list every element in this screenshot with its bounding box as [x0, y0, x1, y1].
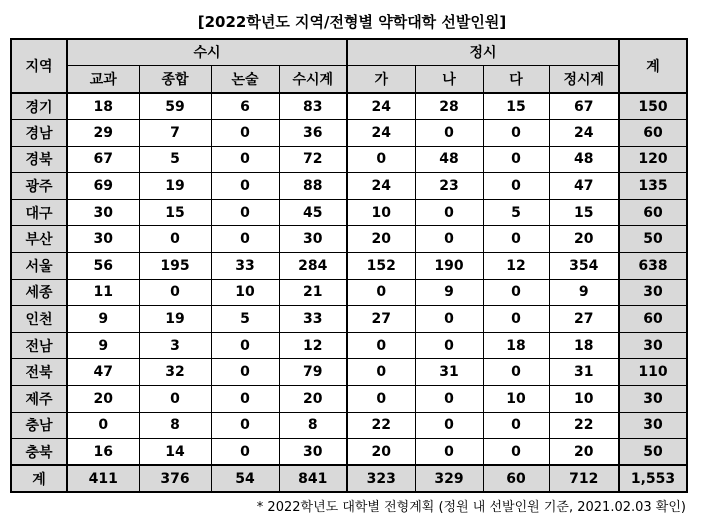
cell-jonghap: 376 [139, 465, 211, 492]
cell-nonsul: 10 [211, 279, 279, 306]
cell-na: 0 [415, 332, 483, 359]
region-cell: 경남 [11, 120, 67, 147]
cell-jeongsi-subtotal: 22 [549, 412, 619, 439]
cell-gyogwa: 18 [67, 93, 139, 120]
cell-gyogwa: 16 [67, 439, 139, 466]
cell-da: 12 [483, 253, 549, 280]
cell-nonsul: 6 [211, 93, 279, 120]
cell-nonsul: 0 [211, 199, 279, 226]
cell-da: 15 [483, 93, 549, 120]
cell-da: 0 [483, 412, 549, 439]
cell-ga: 20 [347, 439, 415, 466]
cell-jonghap: 0 [139, 279, 211, 306]
cell-na: 28 [415, 93, 483, 120]
cell-da: 5 [483, 199, 549, 226]
cell-total: 30 [619, 386, 687, 413]
cell-na: 23 [415, 173, 483, 200]
cell-total: 30 [619, 279, 687, 306]
table-row [11, 412, 687, 439]
table-total-row [11, 465, 687, 492]
region-cell: 대구 [11, 199, 67, 226]
cell-total: 135 [619, 173, 687, 200]
region-cell: 광주 [11, 173, 67, 200]
region-cell: 전남 [11, 332, 67, 359]
cell-jeongsi-subtotal: 48 [549, 146, 619, 173]
cell-susi-subtotal: 12 [279, 332, 347, 359]
table-row [11, 253, 687, 280]
header-susi-jonghap: 종합 [139, 65, 211, 93]
cell-susi-subtotal: 36 [279, 120, 347, 147]
header-susi-subtotal: 수시계 [279, 65, 347, 93]
cell-gyogwa: 29 [67, 120, 139, 147]
cell-ga: 27 [347, 306, 415, 333]
cell-na: 9 [415, 279, 483, 306]
table-row [11, 386, 687, 413]
region-cell: 충북 [11, 439, 67, 466]
cell-total: 60 [619, 120, 687, 147]
cell-na: 48 [415, 146, 483, 173]
cell-gyogwa: 30 [67, 226, 139, 253]
cell-jeongsi-subtotal: 31 [549, 359, 619, 386]
cell-ga: 0 [347, 332, 415, 359]
region-cell: 제주 [11, 386, 67, 413]
cell-susi-subtotal: 30 [279, 226, 347, 253]
cell-na: 329 [415, 465, 483, 492]
cell-da: 10 [483, 386, 549, 413]
cell-total: 30 [619, 412, 687, 439]
cell-susi-subtotal: 79 [279, 359, 347, 386]
cell-da: 18 [483, 332, 549, 359]
cell-jeongsi-subtotal: 354 [549, 253, 619, 280]
header-jeongsi-na: 나 [415, 65, 483, 93]
cell-jeongsi-subtotal: 18 [549, 332, 619, 359]
cell-na: 0 [415, 199, 483, 226]
cell-jonghap: 8 [139, 412, 211, 439]
region-cell: 세종 [11, 279, 67, 306]
cell-gyogwa: 9 [67, 306, 139, 333]
cell-susi-subtotal: 30 [279, 439, 347, 466]
region-cell: 서울 [11, 253, 67, 280]
cell-ga: 10 [347, 199, 415, 226]
cell-gyogwa: 30 [67, 199, 139, 226]
region-cell: 경기 [11, 93, 67, 120]
cell-jonghap: 5 [139, 146, 211, 173]
cell-nonsul: 5 [211, 306, 279, 333]
table-row [11, 306, 687, 333]
region-cell: 경북 [11, 146, 67, 173]
cell-jeongsi-subtotal: 24 [549, 120, 619, 147]
cell-nonsul: 0 [211, 146, 279, 173]
cell-jonghap: 59 [139, 93, 211, 120]
cell-na: 0 [415, 386, 483, 413]
cell-na: 0 [415, 439, 483, 466]
header-jeongsi-da: 다 [483, 65, 549, 93]
cell-ga: 323 [347, 465, 415, 492]
cell-jeongsi-subtotal: 10 [549, 386, 619, 413]
cell-total: 50 [619, 226, 687, 253]
cell-jeongsi-subtotal: 20 [549, 226, 619, 253]
cell-gyogwa: 69 [67, 173, 139, 200]
cell-jeongsi-subtotal: 712 [549, 465, 619, 492]
cell-gyogwa: 411 [67, 465, 139, 492]
header-row-groups [11, 39, 687, 65]
cell-nonsul: 0 [211, 226, 279, 253]
cell-jonghap: 19 [139, 173, 211, 200]
table-row [11, 226, 687, 253]
cell-susi-subtotal: 8 [279, 412, 347, 439]
cell-da: 0 [483, 146, 549, 173]
table-body [11, 93, 687, 492]
cell-susi-subtotal: 88 [279, 173, 347, 200]
cell-na: 190 [415, 253, 483, 280]
cell-na: 0 [415, 412, 483, 439]
header-total: 계 [619, 39, 687, 93]
cell-ga: 22 [347, 412, 415, 439]
cell-jonghap: 32 [139, 359, 211, 386]
cell-gyogwa: 47 [67, 359, 139, 386]
cell-total: 150 [619, 93, 687, 120]
cell-jonghap: 0 [139, 226, 211, 253]
header-susi: 수시 [67, 39, 347, 65]
table-row [11, 173, 687, 200]
cell-jonghap: 7 [139, 120, 211, 147]
cell-da: 0 [483, 226, 549, 253]
cell-ga: 152 [347, 253, 415, 280]
cell-ga: 24 [347, 120, 415, 147]
header-susi-gyogwa: 교과 [67, 65, 139, 93]
cell-total: 60 [619, 199, 687, 226]
table-row [11, 332, 687, 359]
cell-total: 50 [619, 439, 687, 466]
cell-jonghap: 15 [139, 199, 211, 226]
cell-total: 120 [619, 146, 687, 173]
header-jeongsi: 정시 [347, 39, 619, 65]
cell-gyogwa: 56 [67, 253, 139, 280]
cell-jeongsi-subtotal: 15 [549, 199, 619, 226]
region-cell: 전북 [11, 359, 67, 386]
region-cell: 충남 [11, 412, 67, 439]
cell-da: 0 [483, 359, 549, 386]
header-region: 지역 [11, 39, 67, 93]
cell-susi-subtotal: 45 [279, 199, 347, 226]
cell-susi-subtotal: 83 [279, 93, 347, 120]
table-row [11, 359, 687, 386]
cell-total: 60 [619, 306, 687, 333]
cell-da: 0 [483, 173, 549, 200]
cell-jeongsi-subtotal: 20 [549, 439, 619, 466]
table-row [11, 199, 687, 226]
cell-susi-subtotal: 33 [279, 306, 347, 333]
cell-total: 110 [619, 359, 687, 386]
cell-ga: 0 [347, 386, 415, 413]
cell-nonsul: 0 [211, 359, 279, 386]
table-row [11, 146, 687, 173]
page-title: [2022학년도 지역/전형별 약학대학 선발인원] [197, 13, 507, 31]
cell-total: 638 [619, 253, 687, 280]
cell-susi-subtotal: 841 [279, 465, 347, 492]
cell-nonsul: 0 [211, 173, 279, 200]
cell-nonsul: 0 [211, 412, 279, 439]
cell-gyogwa: 20 [67, 386, 139, 413]
header-susi-nonsul: 논술 [211, 65, 279, 93]
cell-na: 31 [415, 359, 483, 386]
total-row-label: 계 [11, 465, 67, 492]
table-row [11, 120, 687, 147]
cell-jonghap: 195 [139, 253, 211, 280]
table-row [11, 279, 687, 306]
region-cell: 부산 [11, 226, 67, 253]
cell-da: 60 [483, 465, 549, 492]
cell-susi-subtotal: 21 [279, 279, 347, 306]
cell-total: 30 [619, 332, 687, 359]
region-cell: 인천 [11, 306, 67, 333]
cell-na: 0 [415, 120, 483, 147]
cell-gyogwa: 0 [67, 412, 139, 439]
cell-ga: 0 [347, 146, 415, 173]
cell-ga: 0 [347, 279, 415, 306]
table-header [11, 39, 687, 93]
cell-ga: 24 [347, 173, 415, 200]
cell-total: 1,553 [619, 465, 687, 492]
table-row [11, 93, 687, 120]
cell-ga: 20 [347, 226, 415, 253]
cell-jeongsi-subtotal: 9 [549, 279, 619, 306]
cell-da: 0 [483, 279, 549, 306]
cell-susi-subtotal: 20 [279, 386, 347, 413]
footnote: * 2022학년도 대학별 전형계획 (정원 내 선발인원 기준, 2021.02.03 확인) [256, 500, 686, 515]
cell-jeongsi-subtotal: 27 [549, 306, 619, 333]
cell-jeongsi-subtotal: 47 [549, 173, 619, 200]
cell-ga: 24 [347, 93, 415, 120]
cell-jonghap: 0 [139, 386, 211, 413]
cell-da: 0 [483, 306, 549, 333]
cell-susi-subtotal: 72 [279, 146, 347, 173]
cell-jeongsi-subtotal: 67 [549, 93, 619, 120]
cell-da: 0 [483, 439, 549, 466]
table-row [11, 439, 687, 466]
cell-nonsul: 0 [211, 332, 279, 359]
cell-jonghap: 14 [139, 439, 211, 466]
header-jeongsi-subtotal: 정시계 [549, 65, 619, 93]
admissions-table [10, 38, 688, 493]
header-jeongsi-ga: 가 [347, 65, 415, 93]
cell-nonsul: 0 [211, 120, 279, 147]
cell-jonghap: 19 [139, 306, 211, 333]
cell-gyogwa: 11 [67, 279, 139, 306]
cell-ga: 0 [347, 359, 415, 386]
cell-nonsul: 0 [211, 439, 279, 466]
cell-jonghap: 3 [139, 332, 211, 359]
cell-gyogwa: 9 [67, 332, 139, 359]
cell-gyogwa: 67 [67, 146, 139, 173]
cell-susi-subtotal: 284 [279, 253, 347, 280]
cell-nonsul: 33 [211, 253, 279, 280]
cell-na: 0 [415, 306, 483, 333]
cell-nonsul: 54 [211, 465, 279, 492]
cell-da: 0 [483, 120, 549, 147]
cell-na: 0 [415, 226, 483, 253]
cell-nonsul: 0 [211, 386, 279, 413]
header-row-columns [11, 65, 687, 93]
